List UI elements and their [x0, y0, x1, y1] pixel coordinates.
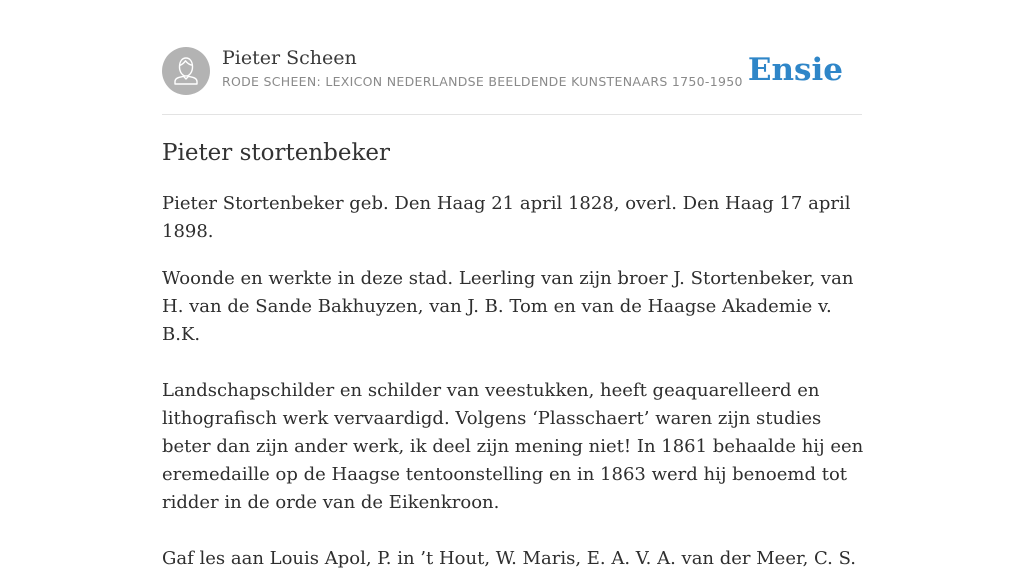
- author-name[interactable]: Pieter Scheen: [222, 47, 357, 69]
- author-header: [162, 46, 862, 115]
- user-icon: [162, 47, 210, 95]
- page-title: Pieter stortenbeker: [162, 140, 391, 166]
- paragraph-intro: Pieter Stortenbeker geb. Den Haag 21 april 1828, overl. Den Haag 17 april 1898.: [162, 193, 851, 242]
- ensie-logo[interactable]: Ensie: [747, 52, 843, 88]
- avatar[interactable]: [162, 47, 210, 95]
- article-body: [162, 190, 866, 573]
- paragraph-biography: Woonde en werkte in deze stad. Leerling van zijn broer J. Stortenbeker, van H. van de Sande Bakhuyzen, van J. B. Tom en van de Haagse Akademie v. B.K. Landschapschilder en schilder van veestukken, heeft geaquarelleerd en lithografisch werk vervaardigd. Volgens ‘Plasschaert’ waren zijn studies beter dan zijn ander werk, ik deel zijn mening niet! In 1861 behaalde hij een eremedaille op de Haagse tentoonstelling en in 1863 werd hij benoemd tot ridder in de orde van de Eikenkroon. Gaf les aan Louis Apol, P. in ’t Hout, W. Maris, E. A. V. A. van der Meer, C. S.: [162, 268, 864, 569]
- source-title[interactable]: RODE SCHEEN: LEXICON NEDERLANDSE BEELDENDE KUNSTENAARS 1750-1950: [222, 74, 743, 89]
